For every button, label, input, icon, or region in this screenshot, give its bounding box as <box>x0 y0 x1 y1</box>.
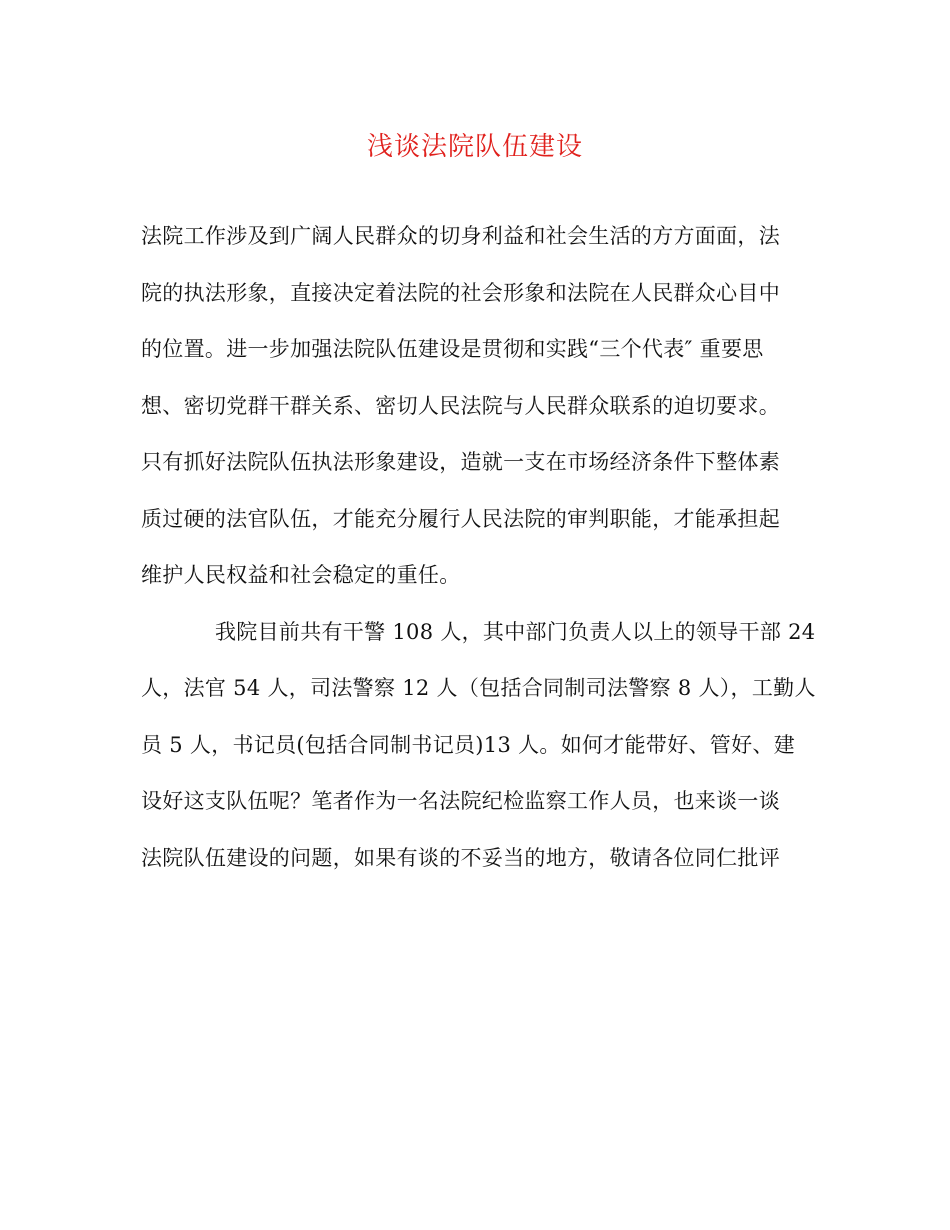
body-line: 维护人民权益和社会稳定的重任。 <box>141 563 461 587</box>
body-line: 员 5 人，书记员(包括合同制书记员)13 人。如何才能带好、管好、建 <box>141 732 795 757</box>
body-line: 法院工作涉及到广阔人民群众的切身利益和社会生活的方方面面，法 <box>141 224 780 248</box>
document-title: 浅谈法院队伍建设 <box>366 132 583 162</box>
body-line: 人，法官 54 人，司法警察 12 人（包括合同制司法警察 8 人），工勤人 <box>141 676 816 700</box>
body-line: 院的执法形象，直接决定着法院的社会形象和法院在人民群众心目中 <box>141 280 780 305</box>
body-line: 想、密切党群干群关系、密切人民法院与人民群众联系的迫切要求。 <box>141 393 780 418</box>
body-line: 法院队伍建设的问题，如果有谈的不妥当的地方，敬请各位同仁批评 <box>141 845 780 870</box>
body-line: 的位置。进一步加强法院队伍建设是贯彻和实践“三个代表″ 重要思 <box>141 337 764 361</box>
body-line: 只有抓好法院队伍执法形象建设，造就一支在市场经济条件下整体素 <box>141 450 780 474</box>
body-line-indented: 我院目前共有干警 108 人，其中部门负责人以上的领导干部 24 <box>215 619 816 644</box>
body-line: 质过硬的法官队伍，才能充分履行人民法院的审判职能，才能承担起 <box>141 506 780 531</box>
body-line: 设好这支队伍呢？笔者作为一名法院纪检监察工作人员，也来谈一谈 <box>141 789 780 813</box>
document-body <box>141 208 821 886</box>
